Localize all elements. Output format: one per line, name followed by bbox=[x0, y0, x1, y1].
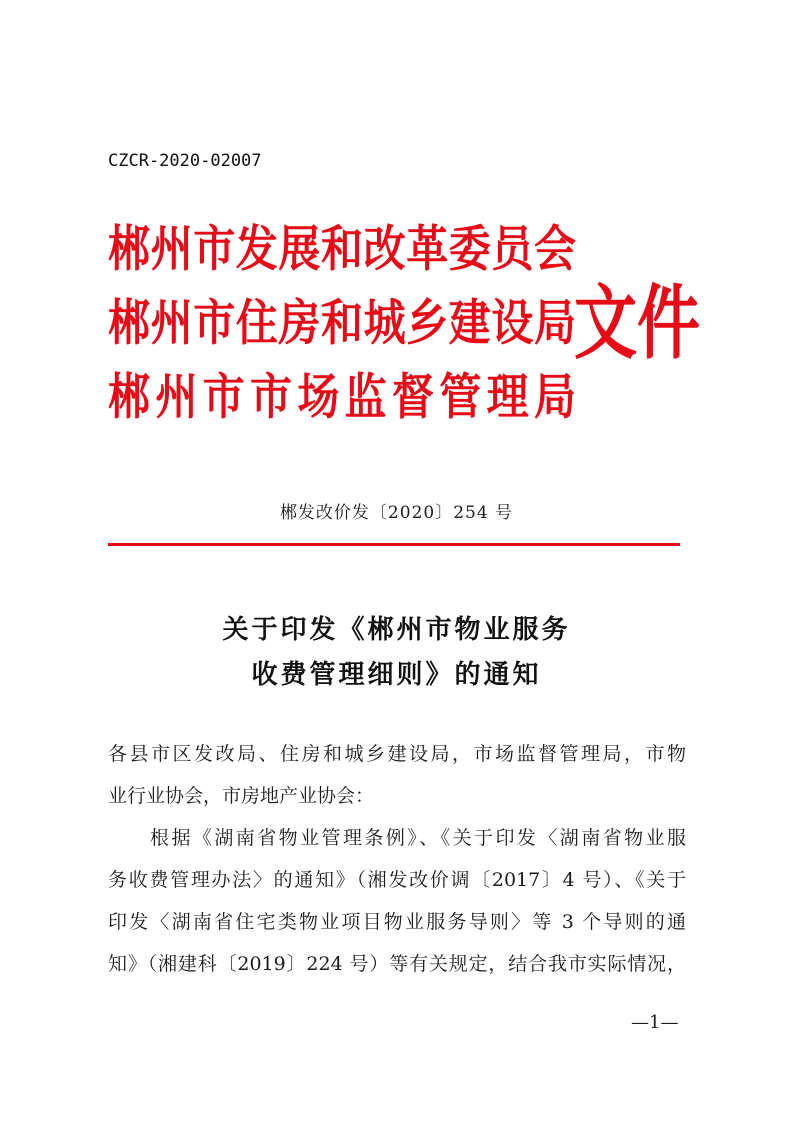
body-text-line: 各县市区发改局、住房和城乡建设局，市场监督管理局，市物 bbox=[108, 743, 686, 765]
document-type-label: 文件 bbox=[574, 276, 700, 371]
document-title-line: 收费管理细则》的通知 bbox=[251, 660, 542, 690]
document-title-line: 关于印发《郴州市物业服务 bbox=[222, 615, 571, 645]
issuer-name: 郴州市发展和改革委员会 bbox=[108, 220, 576, 278]
issuer-name: 郴州市住房和城乡建设局 bbox=[108, 294, 576, 352]
document-code: CZCR-2020-02007 bbox=[108, 151, 262, 171]
body-text-line: 知》（湘建科〔2019〕224 号）等有关规定，结合我市实际情况， bbox=[108, 953, 686, 975]
red-divider bbox=[108, 543, 680, 546]
body-text-line: 印发〈湖南省住宅类物业项目物业服务导则〉等 3 个导则的通 bbox=[108, 911, 686, 933]
page-number: —1— bbox=[631, 1012, 679, 1033]
body-text-line: 根据《湖南省物业管理条例》、《关于印发〈湖南省物业服 bbox=[150, 827, 686, 849]
body-text-line: 务收费管理办法〉的通知》（湘发改价调〔2017〕4 号）、《关于 bbox=[108, 869, 686, 891]
issuer-name: 郴州市市场监督管理局 bbox=[108, 368, 576, 426]
document-body bbox=[108, 733, 686, 985]
body-text-line: 业行业协会，市房地产业协会： bbox=[108, 785, 375, 807]
document-number: 郴发改价发〔2020〕254 号 bbox=[279, 503, 514, 523]
